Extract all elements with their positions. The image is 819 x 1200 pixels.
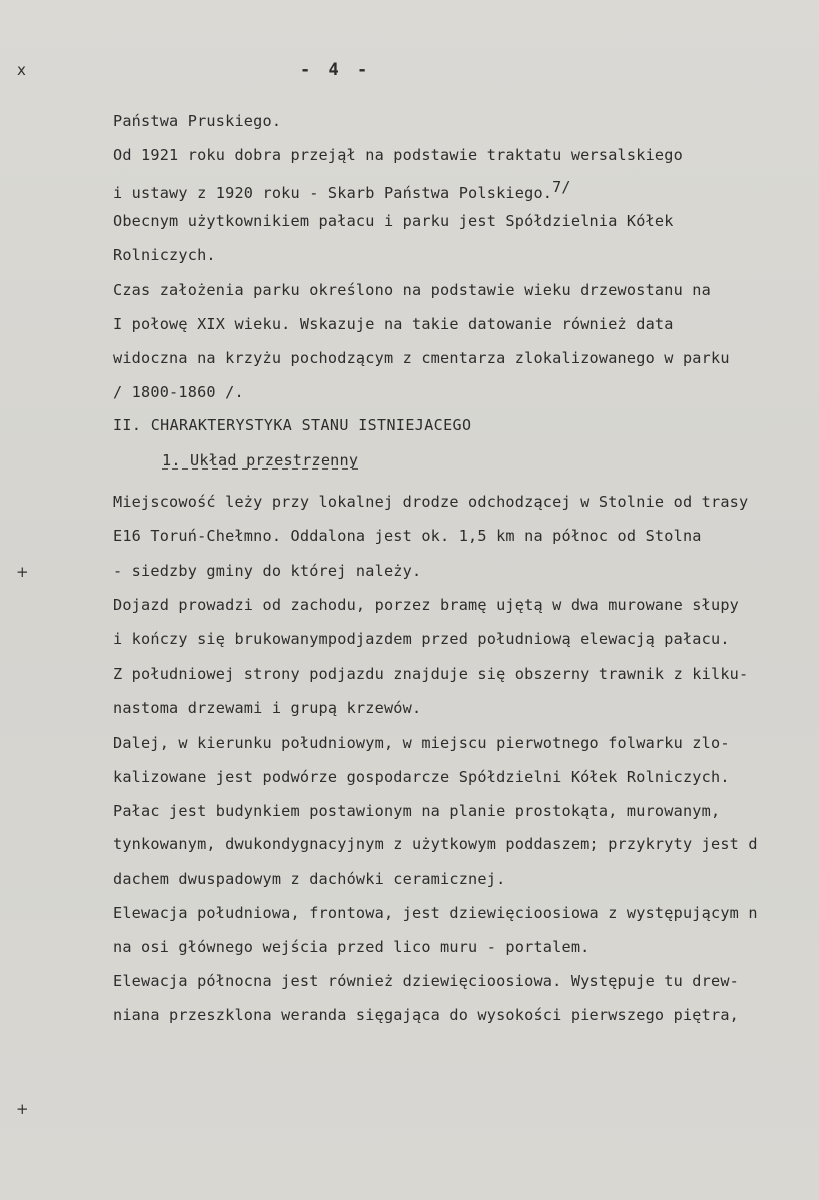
- text-line: widoczna na krzyżu pochodzącym z cmentarza zlokalizowanego w parku: [113, 349, 730, 367]
- section-heading: II. CHARAKTERYSTYKA STANU ISTNIEJACEGO: [113, 416, 472, 434]
- text-line: nastoma drzewami i grupą krzewów.: [113, 699, 422, 717]
- text-line: Miejscowość leży przy lokalnej drodze odchodzącej w Stolnie od trasy: [113, 493, 749, 511]
- text-line: tynkowanym, dwukondygnacyjnym z użytkowym poddaszem; przykryty jest d: [113, 835, 758, 853]
- text-line: kalizowane jest podwórze gospodarcze Spółdzielni Kółek Rolniczych.: [113, 768, 730, 786]
- text-line-with-footnote: [113, 178, 571, 202]
- margin-mark-plus-1: +: [16, 563, 29, 581]
- text-line: Od 1921 roku dobra przejął na podstawie traktatu wersalskiego: [113, 146, 683, 164]
- text-line: E16 Toruń-Chełmno. Oddalona jest ok. 1,5 km na północ od Stolna: [113, 527, 702, 545]
- text-line: niana przeszklona weranda sięgająca do wysokości pierwszego piętra,: [113, 1006, 740, 1024]
- text-line: Z południowej strony podjazdu znajduje się obszerny trawnik z kilku-: [113, 665, 749, 683]
- text-line: Państwa Pruskiego.: [113, 112, 282, 130]
- text-line: I połowę XIX wieku. Wskazuje na takie datowanie również data: [113, 315, 674, 333]
- text-line: Elewacja południowa, frontowa, jest dziewięcioosiowa z występującym n: [113, 904, 758, 922]
- margin-mark-x: x: [17, 61, 26, 79]
- text-line: Pałac jest budynkiem postawionym na planie prostokąta, murowanym,: [113, 802, 721, 820]
- text-line: Rolniczych.: [113, 246, 216, 264]
- text-line: / 1800-1860 /.: [113, 383, 244, 401]
- footnote-reference: 7/: [552, 178, 571, 196]
- text-line: Czas założenia parku określono na podstawie wieku drzewostanu na: [113, 281, 711, 299]
- margin-mark-plus-2: +: [16, 1100, 29, 1118]
- text-line: - siedzby gminy do której należy.: [113, 562, 422, 580]
- text-line-body: i ustawy z 1920 roku - Skarb Państwa Polskiego.: [113, 184, 553, 202]
- page-number: - 4 -: [300, 60, 372, 80]
- subsection-heading: 1. Układ przestrzenny: [162, 451, 359, 469]
- text-line: Elewacja północna jest również dziewięcioosiowa. Występuje tu drew-: [113, 972, 740, 990]
- text-line: Dalej, w kierunku południowym, w miejscu pierwotnego folwarku zlo-: [113, 734, 730, 752]
- text-line: i kończy się brukowanympodjazdem przed południową elewacją pałacu.: [113, 630, 730, 648]
- text-line: na osi głównego wejścia przed lico muru - portalem.: [113, 938, 590, 956]
- text-line: Obecnym użytkownikiem pałacu i parku jest Spółdzielnia Kółek: [113, 212, 674, 230]
- text-line: dachem dwuspadowym z dachówki ceramicznej.: [113, 870, 506, 888]
- text-line: Dojazd prowadzi od zachodu, porzez bramę ujętą w dwa murowane słupy: [113, 596, 740, 614]
